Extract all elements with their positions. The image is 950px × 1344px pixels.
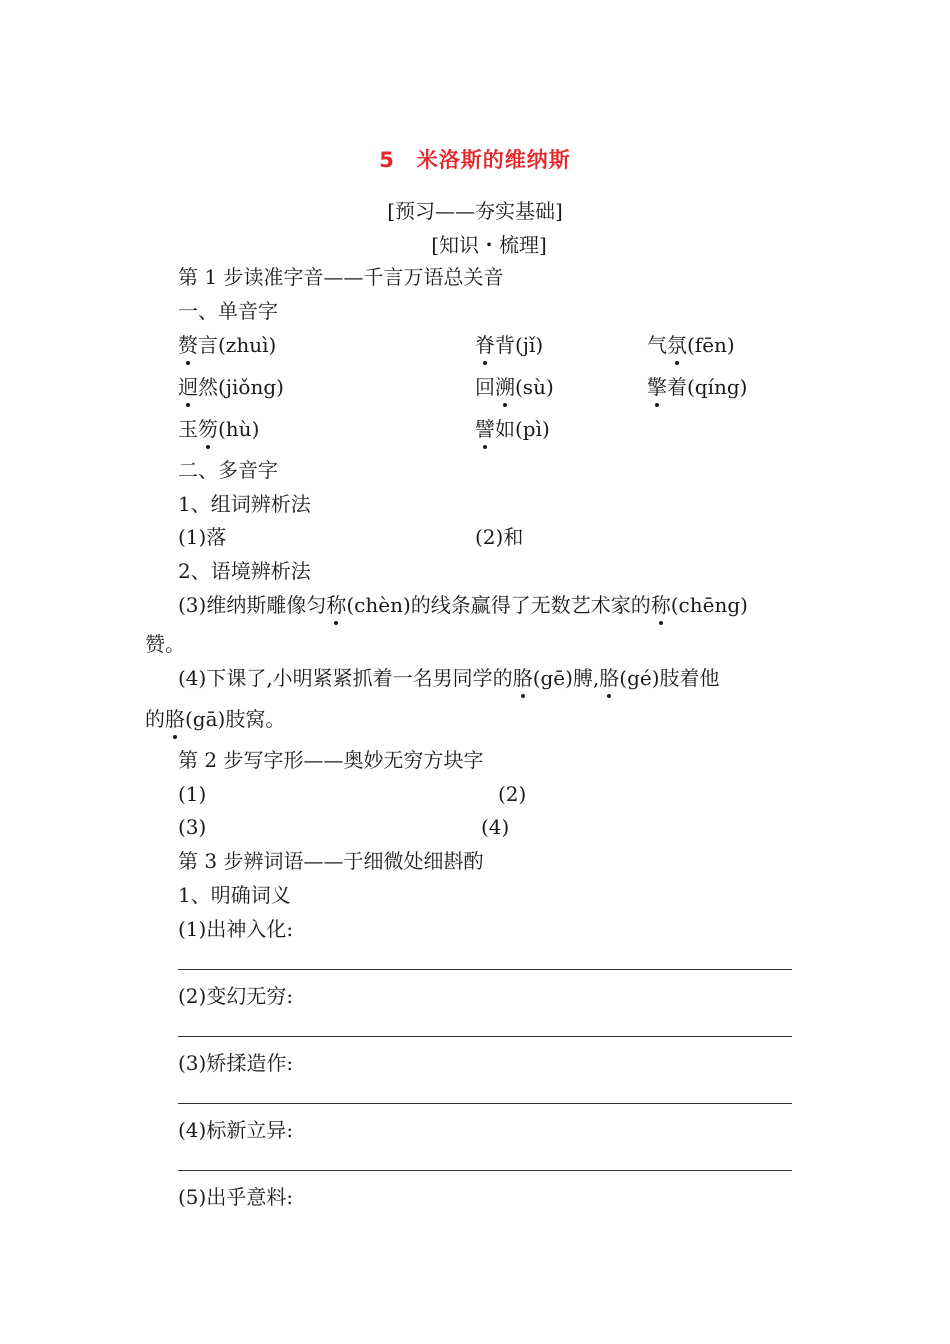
document-title: 5 米洛斯的维纳斯 xyxy=(379,148,571,172)
pinyin-item: 擎着(qíng) xyxy=(647,375,748,399)
pinyin-item: 回溯(sù) xyxy=(475,375,554,399)
emphasis-char: 溯 xyxy=(495,375,515,399)
emphasis-char: 赘 xyxy=(178,333,198,357)
context-sentence-cont: 赞。 xyxy=(145,632,185,656)
step1-heading: 第 1 步读准字音——千言万语总关音 xyxy=(178,265,504,289)
answer-line xyxy=(178,1103,792,1104)
polyphone-heading: 二、多音字 xyxy=(178,458,278,482)
emphasis-char: 称 xyxy=(650,593,671,617)
term-item: (5)出乎意料: xyxy=(178,1185,294,1209)
polyphone-item: (1)落 xyxy=(178,525,227,549)
answer-line xyxy=(178,1036,792,1037)
term-item: (4)标新立异: xyxy=(178,1118,294,1142)
context-sentence-cont: 的胳(gā)肢窝。 xyxy=(145,707,286,731)
term-item: (1)出神入化: xyxy=(178,917,294,941)
emphasis-char: 胳 xyxy=(165,707,185,731)
emphasis-char: 笏 xyxy=(198,417,218,441)
pinyin-item: 迥然(jiǒng) xyxy=(178,375,284,399)
pinyin-item: 譬如(pì) xyxy=(475,417,550,441)
emphasis-char: 迥 xyxy=(178,375,198,399)
sub-header: [知识・梳理] xyxy=(431,233,547,257)
answer-line xyxy=(178,969,792,970)
emphasis-char: 氛 xyxy=(667,333,687,357)
section-header: [预习——夯实基础] xyxy=(387,199,563,223)
emphasis-char: 胳 xyxy=(512,666,533,690)
pinyin-item: 玉笏(hù) xyxy=(178,417,260,441)
step2-heading: 第 2 步写字形——奥妙无穷方块字 xyxy=(178,748,484,772)
context-sentence: (4)下课了,小明紧紧抓着一名男同学的胳(gē)膊,胳(gé)肢着他 xyxy=(178,666,720,690)
pinyin-item: 气氛(fēn) xyxy=(647,333,735,357)
method-heading: 2、语境辨析法 xyxy=(178,559,311,583)
answer-line xyxy=(178,1170,792,1171)
term-item: (3)矫揉造作: xyxy=(178,1051,294,1075)
step2-item: (2) xyxy=(498,782,527,806)
step2-item: (3) xyxy=(178,815,207,839)
step3-subheading: 1、明确词义 xyxy=(178,883,291,907)
emphasis-char: 譬 xyxy=(475,417,495,441)
term-item: (2)变幻无穷: xyxy=(178,984,294,1008)
emphasis-char: 胳 xyxy=(599,666,620,690)
polyphone-item: (2)和 xyxy=(475,525,524,549)
single-char-heading: 一、单音字 xyxy=(178,299,278,323)
step2-item: (4) xyxy=(481,815,510,839)
pinyin-item: 赘言(zhuì) xyxy=(178,333,277,357)
emphasis-char: 脊 xyxy=(475,333,495,357)
emphasis-char: 擎 xyxy=(647,375,667,399)
step3-heading: 第 3 步辨词语——于细微处细斟酌 xyxy=(178,849,484,873)
context-sentence: (3)维纳斯雕像匀称(chèn)的线条赢得了无数艺术家的称(chēng) xyxy=(178,593,748,617)
method-heading: 1、组词辨析法 xyxy=(178,492,311,516)
emphasis-char: 称 xyxy=(326,593,347,617)
pinyin-item: 脊背(jǐ) xyxy=(475,333,544,357)
step2-item: (1) xyxy=(178,782,207,806)
